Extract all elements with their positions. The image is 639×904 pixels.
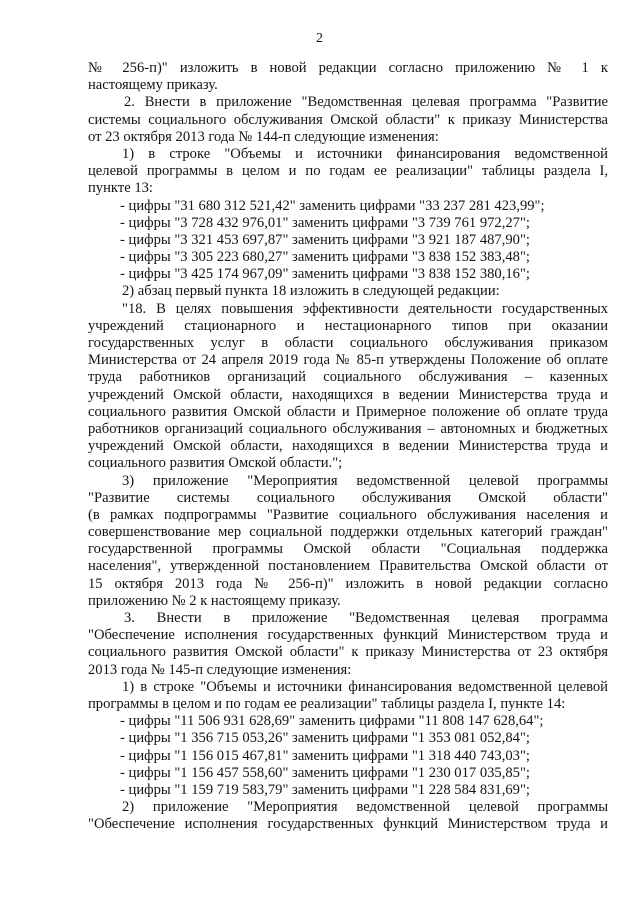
text-line: - цифры "31 680 312 521,42" заменить цифрами "33 237 281 423,99"; — [120, 197, 545, 214]
text-line: 2013 года № 145-п следующие изменения: — [88, 661, 352, 678]
text-line: 2. Внести в приложение "Ведомственная целевая программа "Развитие — [124, 94, 608, 111]
text-line: - цифры "3 305 223 680,27" заменить цифрами "3 838 152 383,48"; — [120, 249, 530, 266]
text-line: труда работников организаций социального обслуживания – казенных — [88, 369, 608, 386]
text-line: - цифры "3 425 174 967,09" заменить цифрами "3 838 152 380,16"; — [120, 266, 530, 283]
text-line: пункте 13: — [88, 180, 153, 197]
text-line: "Обеспечение исполнения государственных функций Министерством труда и — [88, 816, 608, 833]
page-number: 2 — [316, 31, 323, 46]
text-line: 1) в строке "Объемы и источники финансирования ведомственной целевой — [122, 678, 608, 695]
text-line: социального развития Омской области и Примерное положение об оплате труда — [88, 403, 608, 420]
text-line: (в рамках подпрограммы "Развитие социального обслуживания населения и — [88, 506, 608, 523]
text-line: программы в целом и по годам ее реализации" таблицы раздела I, пункте 14: — [88, 695, 566, 712]
text-line: настоящему приказу. — [88, 77, 218, 94]
text-line: государственных услуг в области социального обслуживания приказом — [88, 335, 608, 351]
text-line: работников организаций социального обслуживания – автономных и бюджетных — [88, 420, 608, 437]
text-line: 3. Внести в приложение "Ведомственная целевая программа — [124, 610, 608, 626]
text-line: от 23 октября 2013 года № 144-п следующие изменения: — [88, 128, 439, 145]
text-line: социального развития Омской области."; — [88, 455, 343, 472]
text-line: - цифры "3 321 453 697,87" заменить цифрами "3 921 187 487,90"; — [120, 231, 530, 248]
text-line: № 256-п)" изложить в новой редакции согласно приложению № 1 к — [88, 60, 608, 76]
text-line: - цифры "1 156 015 467,81" заменить цифрами "1 318 440 743,03"; — [120, 747, 530, 764]
text-line: "18. В целях повышения эффективности деятельности государственных — [122, 300, 608, 317]
text-line: 2) приложение "Мероприятия ведомственной целевой программы — [122, 799, 608, 816]
text-line: 3) приложение "Мероприятия ведомственной целевой программы — [122, 472, 608, 489]
text-line: "Развитие системы социального обслуживания Омской области" — [88, 489, 608, 506]
document-body — [88, 60, 608, 833]
text-line: 2) абзац первый пункта 18 изложить в следующей редакции: — [122, 283, 500, 300]
text-line: целевой программы в целом и по годам ее реализации" таблицы раздела I, — [88, 163, 608, 180]
text-line: 1) в строке "Объемы и источники финансирования ведомственной — [122, 145, 608, 162]
text-line: приложению № 2 к настоящему приказу. — [88, 592, 341, 609]
text-line: учреждений Омской области, находящихся в ведении Министерства труда и — [88, 386, 608, 403]
text-line: - цифры "3 728 432 976,01" заменить цифрами "3 739 761 972,27"; — [120, 214, 530, 231]
text-line: социального развития Омской области" к приказу Министерства от 23 октября — [88, 644, 608, 661]
text-line: населения", утвержденной постановлением Правительства Омской области от — [88, 558, 608, 575]
text-line: системы социального обслуживания Омской области" к приказу Министерства — [88, 111, 608, 128]
text-line: учреждений стационарного и нестационарного типов при оказании — [88, 317, 608, 334]
text-line: Министерства от 24 апреля 2019 года № 85-п утверждены Положение об оплате — [88, 352, 608, 369]
text-line: 15 октября 2013 года № 256-п)" изложить в новой редакции согласно — [88, 575, 608, 592]
text-line: - цифры "1 156 457 558,60" заменить цифрами "1 230 017 035,85"; — [120, 764, 530, 781]
text-line: государственной программы Омской области "Социальная поддержка — [88, 541, 608, 558]
text-line: - цифры "1 356 715 053,26" заменить цифрами "1 353 081 052,84"; — [120, 730, 530, 747]
text-line: - цифры "1 159 719 583,79" заменить цифрами "1 228 584 831,69"; — [120, 781, 530, 798]
text-line: совершенствование мер социальной поддержки отдельных категорий граждан" — [88, 524, 608, 541]
text-line: учреждений Омской области, находящихся в ведении Министерства труда и — [88, 438, 608, 455]
text-line: "Обеспечение исполнения государственных функций Министерством труда и — [88, 627, 608, 644]
text-line: - цифры "11 506 931 628,69" заменить цифрами "11 808 147 628,64"; — [120, 713, 544, 730]
